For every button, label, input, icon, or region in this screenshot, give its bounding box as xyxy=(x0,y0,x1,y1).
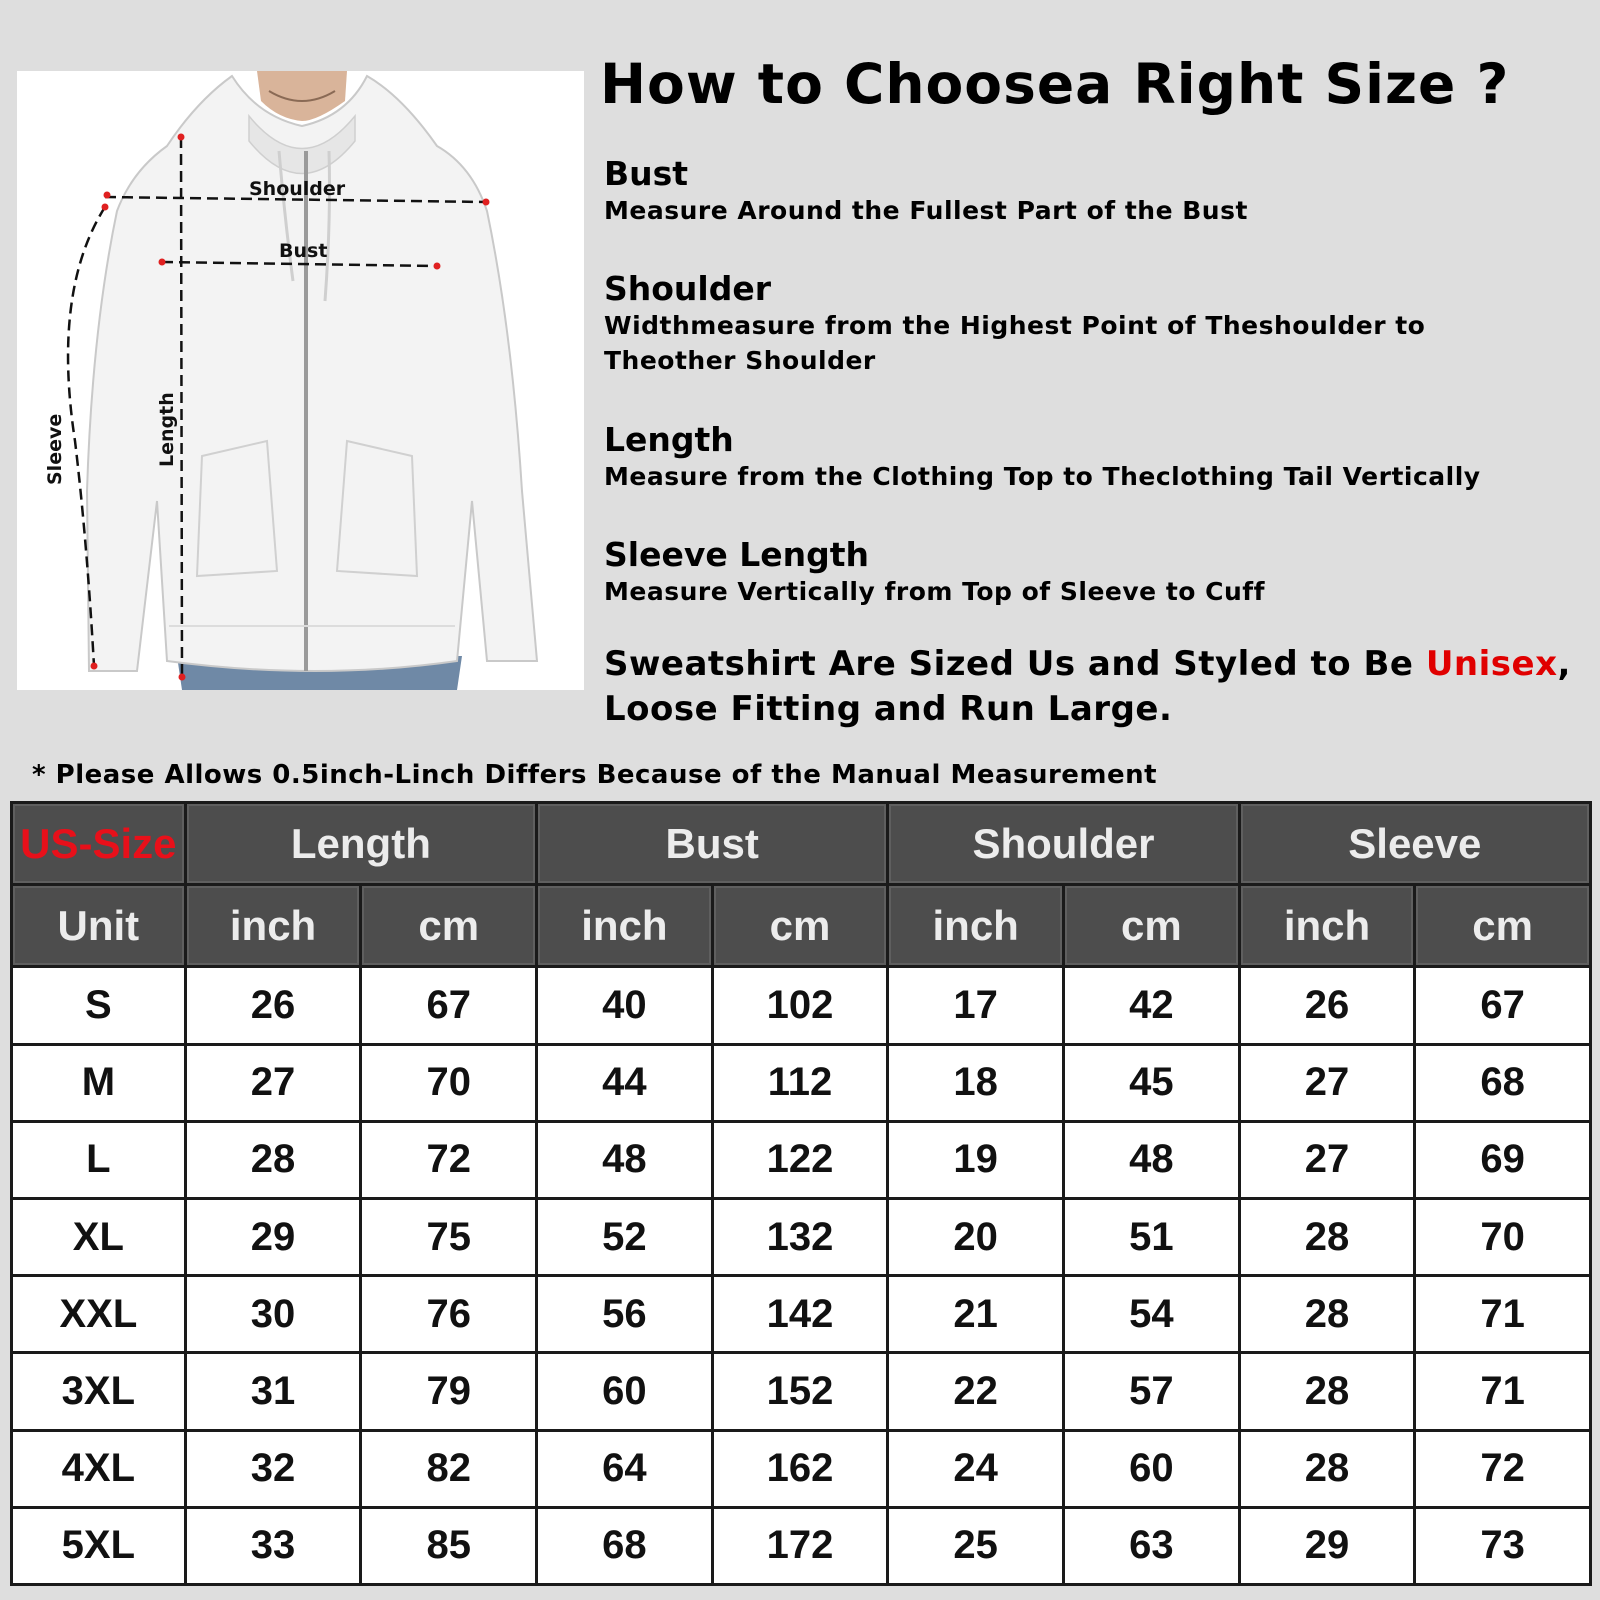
value-cell: 24 xyxy=(889,1432,1062,1506)
table-row xyxy=(13,1277,1589,1351)
value-cell: 21 xyxy=(889,1277,1062,1351)
size-cell: 3XL xyxy=(13,1354,184,1428)
value-cell: 27 xyxy=(1241,1123,1414,1197)
group-header-bust: Bust xyxy=(538,804,886,883)
value-cell: 122 xyxy=(714,1123,887,1197)
unisex-highlight: Unisex xyxy=(1425,644,1558,684)
value-cell: 28 xyxy=(1241,1200,1414,1274)
unit-header: inch xyxy=(1241,886,1414,965)
value-cell: 73 xyxy=(1416,1509,1589,1583)
value-cell: 172 xyxy=(714,1509,887,1583)
unit-header-row xyxy=(13,886,1589,965)
unit-header: inch xyxy=(889,886,1062,965)
group-header-row xyxy=(13,804,1589,883)
size-cell: XL xyxy=(13,1200,184,1274)
guide-description: Measure from the Clothing Top to Theclothing Tail Vertically xyxy=(604,462,1481,491)
sleeve-top-dot xyxy=(102,204,109,211)
value-cell: 28 xyxy=(1241,1354,1414,1428)
value-cell: 18 xyxy=(889,1046,1062,1120)
group-header-shoulder: Shoulder xyxy=(889,804,1237,883)
value-cell: 63 xyxy=(1065,1509,1238,1583)
unit-header: cm xyxy=(362,886,535,965)
table-row xyxy=(13,1354,1589,1428)
guide-bust xyxy=(604,155,1248,228)
shoulder-left-dot xyxy=(104,192,111,199)
value-cell: 102 xyxy=(714,968,887,1042)
value-cell: 44 xyxy=(538,1046,711,1120)
unisex-note-start: Sweatshirt Are Sized Us and Styled to Be xyxy=(604,644,1426,684)
value-cell: 79 xyxy=(362,1354,535,1428)
sleeve-bottom-dot xyxy=(91,663,98,670)
group-header-length: Length xyxy=(187,804,535,883)
value-cell: 152 xyxy=(714,1354,887,1428)
value-cell: 112 xyxy=(714,1046,887,1120)
length-top-dot xyxy=(178,134,185,141)
bust-left-dot xyxy=(159,259,166,266)
guide-heading: Shoulder xyxy=(604,269,772,308)
unisex-note-end: , Loose Fitting and Run Large. xyxy=(604,644,1571,729)
table-row xyxy=(13,1123,1589,1197)
value-cell: 70 xyxy=(1416,1200,1589,1274)
guide-heading: Length xyxy=(604,420,734,459)
guide-description: Measure Around the Fullest Part of the Bust xyxy=(604,196,1248,225)
value-cell: 71 xyxy=(1416,1354,1589,1428)
value-cell: 132 xyxy=(714,1200,887,1274)
value-cell: 71 xyxy=(1416,1277,1589,1351)
guide-heading: Bust xyxy=(604,154,689,193)
value-cell: 68 xyxy=(1416,1046,1589,1120)
guide-length xyxy=(604,421,1481,494)
unit-label: Unit xyxy=(13,886,184,965)
hoodie-measurement-diagram xyxy=(17,71,584,690)
group-header-sleeve: Sleeve xyxy=(1241,804,1589,883)
value-cell: 28 xyxy=(1241,1277,1414,1351)
value-cell: 162 xyxy=(714,1432,887,1506)
us-size-header: US-Size xyxy=(13,804,184,883)
table-row xyxy=(13,1046,1589,1120)
value-cell: 60 xyxy=(538,1354,711,1428)
value-cell: 45 xyxy=(1065,1046,1238,1120)
value-cell: 42 xyxy=(1065,968,1238,1042)
shoulder-right-dot xyxy=(483,199,490,206)
value-cell: 69 xyxy=(1416,1123,1589,1197)
unit-header: inch xyxy=(187,886,360,965)
size-cell: M xyxy=(13,1046,184,1120)
value-cell: 25 xyxy=(889,1509,1062,1583)
value-cell: 28 xyxy=(1241,1432,1414,1506)
value-cell: 26 xyxy=(187,968,360,1042)
value-cell: 52 xyxy=(538,1200,711,1274)
value-cell: 72 xyxy=(362,1123,535,1197)
size-cell: L xyxy=(13,1123,184,1197)
value-cell: 70 xyxy=(362,1046,535,1120)
length-label: Length xyxy=(156,392,178,467)
table-row xyxy=(13,1200,1589,1274)
value-cell: 67 xyxy=(362,968,535,1042)
unit-header: cm xyxy=(1065,886,1238,965)
value-cell: 68 xyxy=(538,1509,711,1583)
value-cell: 48 xyxy=(1065,1123,1238,1197)
table-row xyxy=(13,1432,1589,1506)
value-cell: 67 xyxy=(1416,968,1589,1042)
page-title: How to Choosea Right Size ? xyxy=(600,52,1510,116)
value-cell: 29 xyxy=(187,1200,360,1274)
table-row xyxy=(13,968,1589,1042)
value-cell: 82 xyxy=(362,1432,535,1506)
value-cell: 33 xyxy=(187,1509,360,1583)
unit-header: cm xyxy=(1416,886,1589,965)
bust-right-dot xyxy=(434,263,441,270)
value-cell: 72 xyxy=(1416,1432,1589,1506)
unit-header: inch xyxy=(538,886,711,965)
value-cell: 75 xyxy=(362,1200,535,1274)
value-cell: 57 xyxy=(1065,1354,1238,1428)
value-cell: 64 xyxy=(538,1432,711,1506)
guide-shoulder xyxy=(604,270,1484,378)
guide-description: Widthmeasure from the Highest Point of Theshoulder to Theother Shoulder xyxy=(604,311,1426,375)
value-cell: 76 xyxy=(362,1277,535,1351)
value-cell: 51 xyxy=(1065,1200,1238,1274)
size-chart-table xyxy=(10,801,1592,1586)
value-cell: 48 xyxy=(538,1123,711,1197)
allowance-note: * Please Allows 0.5inch-Linch Differs Because of the Manual Measurement xyxy=(32,760,1158,790)
size-cell: 4XL xyxy=(13,1432,184,1506)
value-cell: 60 xyxy=(1065,1432,1238,1506)
size-cell: S xyxy=(13,968,184,1042)
value-cell: 27 xyxy=(187,1046,360,1120)
value-cell: 28 xyxy=(187,1123,360,1197)
size-cell: XXL xyxy=(13,1277,184,1351)
sleeve-label: Sleeve xyxy=(44,413,66,485)
value-cell: 54 xyxy=(1065,1277,1238,1351)
value-cell: 22 xyxy=(889,1354,1062,1428)
size-cell: 5XL xyxy=(13,1509,184,1583)
table-row xyxy=(13,1509,1589,1583)
value-cell: 31 xyxy=(187,1354,360,1428)
value-cell: 20 xyxy=(889,1200,1062,1274)
value-cell: 30 xyxy=(187,1277,360,1351)
value-cell: 40 xyxy=(538,968,711,1042)
value-cell: 32 xyxy=(187,1432,360,1506)
hoodie-illustration xyxy=(17,71,584,690)
shoulder-label: Shoulder xyxy=(249,178,346,200)
unisex-note xyxy=(604,642,1594,732)
value-cell: 26 xyxy=(1241,968,1414,1042)
value-cell: 29 xyxy=(1241,1509,1414,1583)
guide-description: Measure Vertically from Top of Sleeve to Cuff xyxy=(604,577,1266,606)
value-cell: 142 xyxy=(714,1277,887,1351)
unit-header: cm xyxy=(714,886,887,965)
value-cell: 56 xyxy=(538,1277,711,1351)
length-bottom-dot xyxy=(179,674,186,681)
guide-sleeve-length xyxy=(604,536,1265,609)
value-cell: 27 xyxy=(1241,1046,1414,1120)
guide-heading: Sleeve Length xyxy=(604,535,870,574)
value-cell: 19 xyxy=(889,1123,1062,1197)
bust-label: Bust xyxy=(279,240,328,262)
value-cell: 17 xyxy=(889,968,1062,1042)
value-cell: 85 xyxy=(362,1509,535,1583)
